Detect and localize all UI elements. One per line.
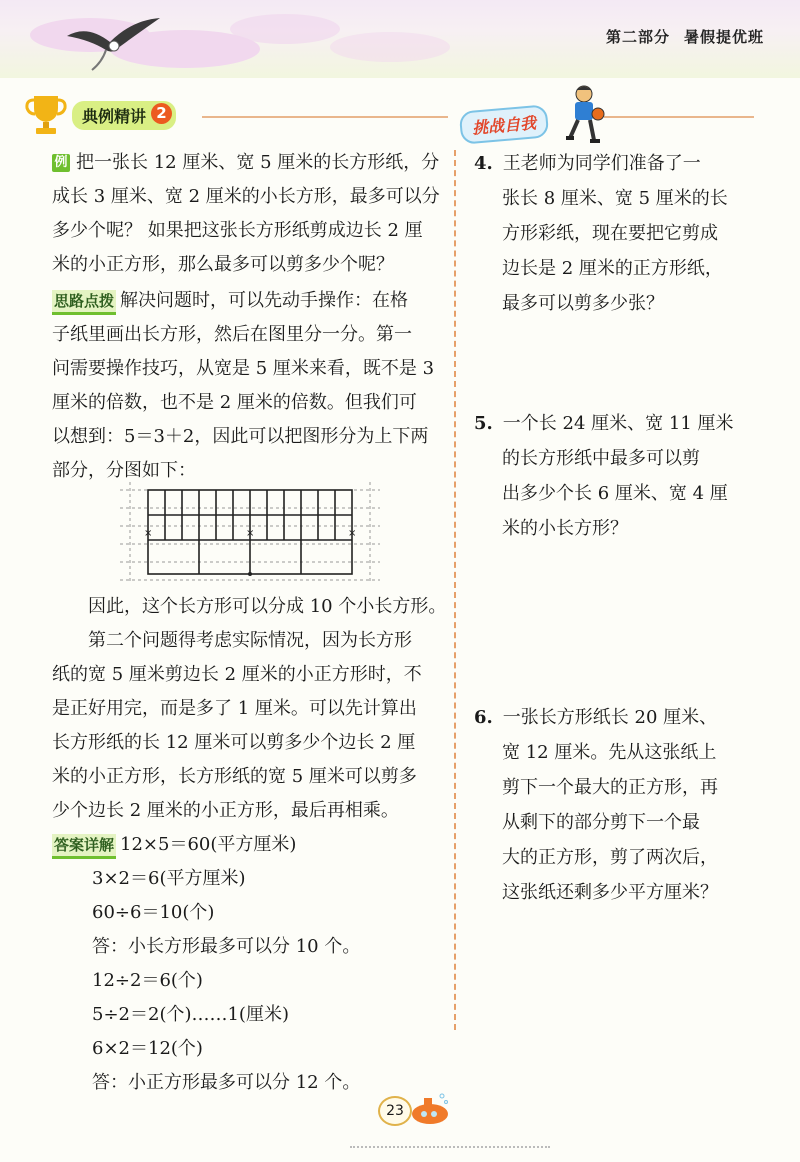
- answer-line-2: 3×2＝6(平方厘米): [92, 868, 246, 889]
- hint-line-3: 问需要操作技巧，从宽是 5 厘米来看，既不是 3: [52, 358, 435, 379]
- answer-line-8: 答：小正方形最多可以分 12 个。: [92, 1072, 361, 1093]
- conclusion-line-4: 是正好用完，而是多了 1 厘米。可以先计算出: [52, 698, 417, 719]
- section-number: 2: [151, 103, 172, 124]
- svg-text:×: ×: [246, 528, 255, 539]
- example-line-2: 成长 3 厘米、宽 2 厘米的小长方形，最多可以分: [52, 186, 440, 207]
- heading-divider-right: [604, 116, 754, 118]
- svg-text:×: ×: [348, 528, 357, 539]
- seagull-icon: [62, 14, 172, 74]
- trophy-icon: [24, 92, 68, 136]
- answer-line-7: 6×2＝12(个): [92, 1038, 203, 1059]
- column-divider: [454, 150, 456, 1030]
- conclusion-line-3: 纸的宽 5 厘米剪边长 2 厘米的小正方形时，不: [52, 664, 422, 685]
- hint-line-2: 子纸里画出长方形，然后在图里分一分。第一: [52, 324, 412, 345]
- challenge-tag: 挑战自我: [459, 104, 550, 145]
- hint-label: 思路点拨: [52, 290, 116, 315]
- division-grid-figure: [120, 482, 380, 582]
- conclusion-line-2: 第二个问题得考虑实际情况，因为长方形: [88, 630, 412, 651]
- top-banner: [0, 0, 800, 78]
- question-6: 6. 一张长方形纸长 20 厘米、 宽 12 厘米。先从这张纸上 剪下一个最大的正方形，再 从剩下的部分剪下一个最 大的正方形，剪了两次后， 这张纸还剩多少平方厘米？: [474, 707, 718, 903]
- answer-line-5: 12÷2＝6(个): [92, 970, 203, 991]
- example-marker: 例: [52, 154, 70, 172]
- hint-line-5: 以想到：5＝3＋2，因此可以把图形分为上下两: [52, 426, 429, 447]
- footer-decoration: [350, 1146, 550, 1148]
- answer-label: 答案详解: [52, 834, 116, 859]
- example-line-4: 米的小正方形，那么最多可以剪多少个呢？: [52, 254, 394, 275]
- running-header: 第二部分 暑假提优班: [605, 28, 764, 46]
- answer-line-1: 答案详解 12×5＝60(平方厘米): [52, 828, 296, 862]
- heading-divider-left: [202, 116, 448, 118]
- basketball-player-icon: [560, 84, 606, 146]
- question-5: 5. 一个长 24 厘米、宽 11 厘米 的长方形纸中最多可以剪 出多少个长 6 厘米、宽 4 厘 米的小长方形？: [474, 413, 734, 539]
- example-line-1: 例 把一张长 12 厘米、宽 5 厘米的长方形纸，分: [52, 146, 439, 180]
- hint-line-4: 厘米的倍数，也不是 2 厘米的倍数。但我们可: [52, 392, 417, 413]
- page-number: 23: [378, 1096, 412, 1126]
- submarine-icon: [408, 1090, 452, 1128]
- conclusion-line-6: 米的小正方形，长方形纸的宽 5 厘米可以剪多: [52, 766, 417, 787]
- conclusion-line-1: 因此，这个长方形可以分成 10 个小长方形。: [88, 596, 447, 617]
- example-line-3: 多少个呢？ 如果把这张长方形纸剪成边长 2 厘: [52, 220, 423, 241]
- question-4: 4. 王老师为同学们准备了一 张长 8 厘米、宽 5 厘米的长 方形彩纸，现在要把它剪成 边长是 2 厘米的正方形纸， 最多可以剪多少张？: [474, 153, 728, 314]
- hint-line-1: 思路点拨 解决问题时，可以先动手操作：在格: [52, 284, 408, 318]
- answer-line-4: 答：小长方形最多可以分 10 个。: [92, 936, 361, 957]
- section-tag: 典例精讲 2: [72, 101, 176, 130]
- hint-line-6: 部分，分图如下：: [52, 460, 196, 481]
- conclusion-line-5: 长方形纸的长 12 厘米可以剪多少个边长 2 厘: [52, 732, 416, 753]
- svg-text:×: ×: [144, 528, 153, 539]
- answer-line-6: 5÷2＝2(个)……1(厘米): [92, 1004, 289, 1025]
- conclusion-line-7: 少个边长 2 厘米的小正方形，最后再相乘。: [52, 800, 399, 821]
- answer-line-3: 60÷6＝10(个): [92, 902, 215, 923]
